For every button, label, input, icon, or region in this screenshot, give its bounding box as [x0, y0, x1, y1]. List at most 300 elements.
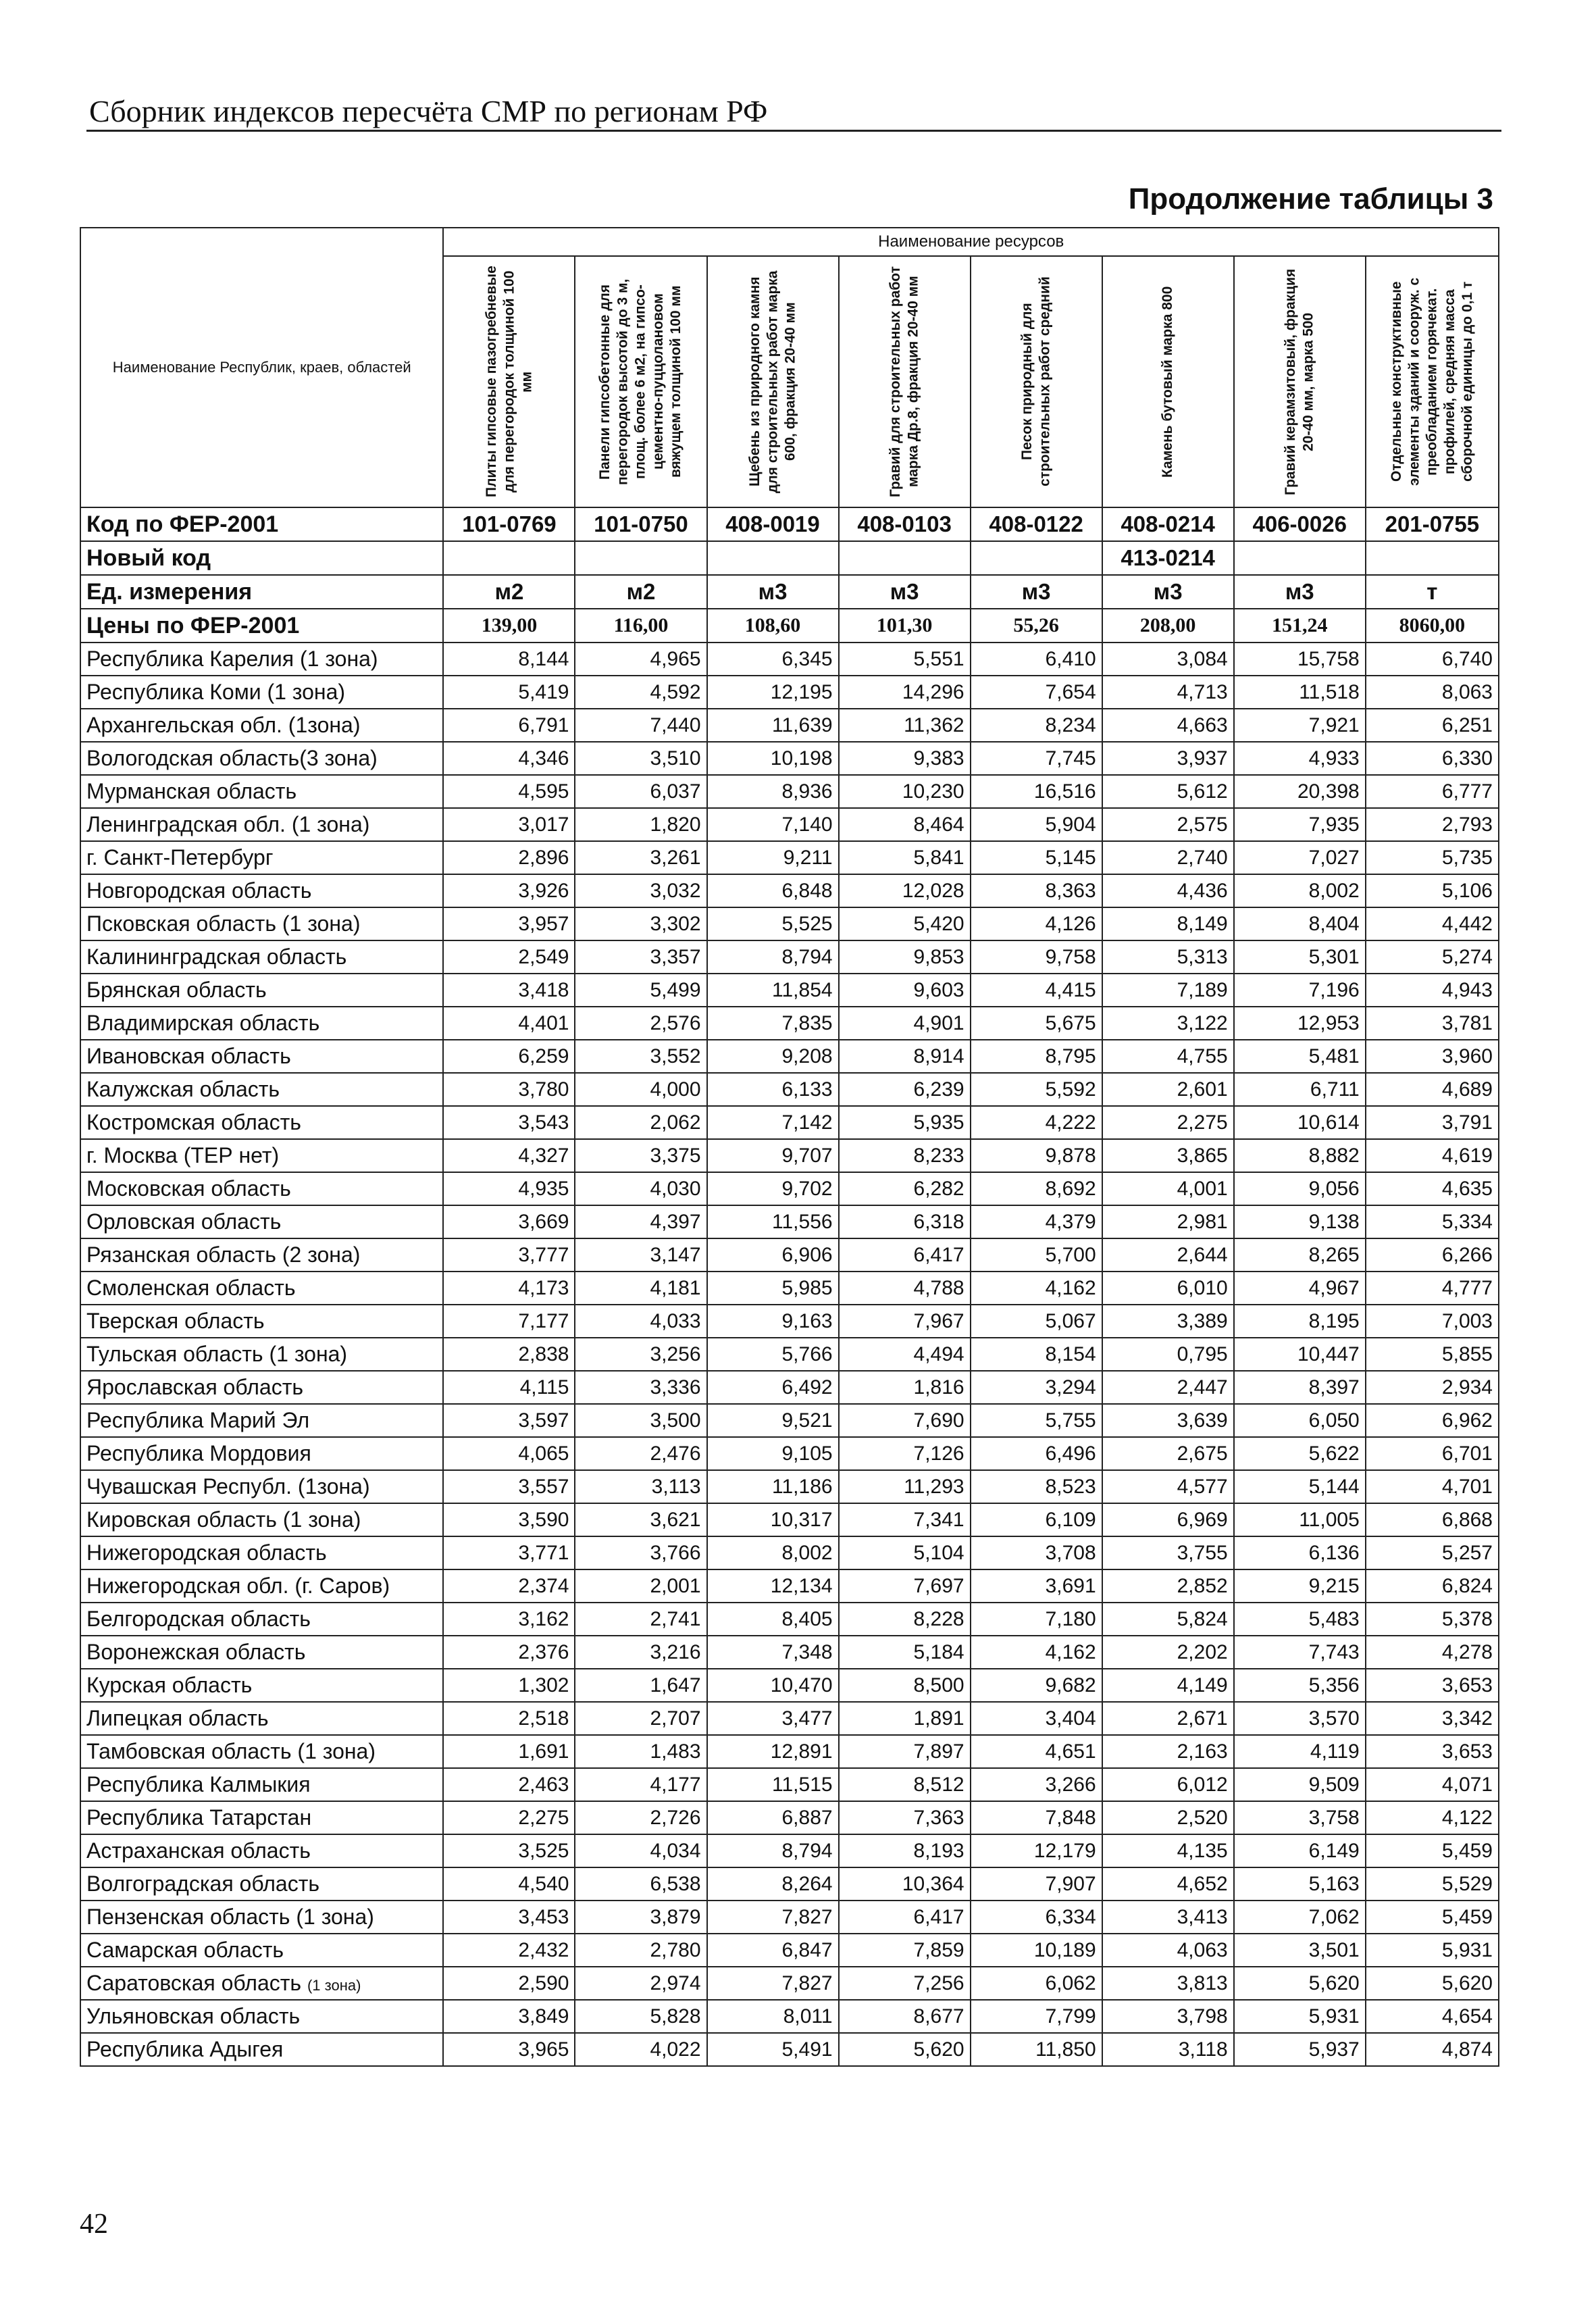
region-name-cell	[80, 1205, 443, 1238]
index-value-cell: 4,379	[971, 1205, 1102, 1238]
index-value-cell: 4,577	[1102, 1470, 1234, 1503]
index-value-cell: 6,847	[707, 1934, 839, 1967]
index-value-cell: 6,251	[1366, 709, 1499, 742]
region-name-cell	[80, 1139, 443, 1172]
index-value-cell: 7,827	[707, 1967, 839, 2000]
index-value-cell: 8,154	[971, 1338, 1102, 1371]
index-value-cell: 9,682	[971, 1669, 1102, 1702]
table-row	[80, 1205, 1499, 1238]
index-value-cell: 5,612	[1102, 775, 1234, 808]
index-value-cell: 6,334	[971, 1901, 1102, 1934]
index-value-cell: 5,274	[1366, 940, 1499, 974]
region-name: Республика Адыгея	[86, 2037, 284, 2061]
table-row	[80, 1735, 1499, 1768]
index-value-cell: 6,318	[839, 1205, 971, 1238]
index-value-cell: 5,313	[1102, 940, 1234, 974]
index-value-cell: 7,897	[839, 1735, 971, 1768]
price-cell: 108,60	[707, 609, 839, 643]
index-value-cell: 2,476	[575, 1437, 706, 1470]
index-value-cell: 7,189	[1102, 974, 1234, 1007]
region-name: Московская область	[86, 1176, 291, 1201]
index-value-cell: 7,126	[839, 1437, 971, 1470]
index-value-cell: 4,874	[1366, 2033, 1499, 2066]
index-value-cell: 7,348	[707, 1636, 839, 1669]
index-value-cell: 6,492	[707, 1371, 839, 1404]
index-value-cell: 12,195	[707, 676, 839, 709]
region-name: Смоленская область	[86, 1276, 296, 1300]
index-value-cell: 6,266	[1366, 1238, 1499, 1272]
index-value-cell: 6,887	[707, 1801, 839, 1834]
index-value-cell: 3,766	[575, 1536, 706, 1569]
table-row	[80, 1867, 1499, 1901]
index-value-cell: 11,362	[839, 709, 971, 742]
index-value-cell: 5,144	[1234, 1470, 1366, 1503]
index-value-cell: 12,953	[1234, 1007, 1366, 1040]
index-value-cell: 6,791	[443, 709, 575, 742]
index-value-cell: 5,525	[707, 907, 839, 940]
index-value-cell: 3,294	[971, 1371, 1102, 1404]
index-value-cell: 5,937	[1234, 2033, 1366, 2066]
index-value-cell: 4,788	[839, 1272, 971, 1305]
index-value-cell: 9,521	[707, 1404, 839, 1437]
region-name-cell	[80, 1272, 443, 1305]
index-value-cell: 3,552	[575, 1040, 706, 1073]
index-value-cell: 5,499	[575, 974, 706, 1007]
index-value-cell: 4,162	[971, 1272, 1102, 1305]
index-value-cell: 2,275	[443, 1801, 575, 1834]
region-name-cell	[80, 1702, 443, 1735]
index-value-cell: 1,820	[575, 808, 706, 841]
index-value-cell: 3,413	[1102, 1901, 1234, 1934]
unit-cell: м3	[1102, 575, 1234, 609]
index-value-cell: 7,848	[971, 1801, 1102, 1834]
table-row	[80, 1371, 1499, 1404]
index-value-cell: 6,050	[1234, 1404, 1366, 1437]
index-value-cell: 5,106	[1366, 874, 1499, 907]
index-value-cell: 8,234	[971, 709, 1102, 742]
index-value-cell: 5,334	[1366, 1205, 1499, 1238]
table-row	[80, 1636, 1499, 1669]
index-value-cell: 11,293	[839, 1470, 971, 1503]
index-value-cell: 7,027	[1234, 841, 1366, 874]
region-name: Тамбовская область (1 зона)	[86, 1739, 376, 1763]
index-value-cell: 4,755	[1102, 1040, 1234, 1073]
index-value-cell: 5,459	[1366, 1834, 1499, 1867]
index-value-cell: 8,914	[839, 1040, 971, 1073]
table-row	[80, 2000, 1499, 2033]
index-value-cell: 9,056	[1234, 1172, 1366, 1205]
table-row	[80, 1437, 1499, 1470]
index-value-cell: 2,432	[443, 1934, 575, 1967]
region-column-header: Наименование Республик, краев, областей	[80, 228, 443, 507]
index-value-cell: 3,798	[1102, 2000, 1234, 2033]
index-value-cell: 3,813	[1102, 1967, 1234, 2000]
index-value-cell: 1,691	[443, 1735, 575, 1768]
index-value-cell: 2,601	[1102, 1073, 1234, 1106]
index-value-cell: 2,520	[1102, 1801, 1234, 1834]
region-name-cell	[80, 1669, 443, 1702]
index-value-cell: 10,230	[839, 775, 971, 808]
index-value-cell: 4,122	[1366, 1801, 1499, 1834]
unit-label: Ед. измерения	[80, 575, 443, 609]
index-value-cell: 5,755	[971, 1404, 1102, 1437]
index-value-cell: 7,690	[839, 1404, 971, 1437]
region-name: Новгородская область	[86, 878, 312, 903]
index-value-cell: 3,336	[575, 1371, 706, 1404]
region-name-cell	[80, 1636, 443, 1669]
index-value-cell: 2,838	[443, 1338, 575, 1371]
index-value-cell: 11,639	[707, 709, 839, 742]
resources-group-header: Наименование ресурсов	[443, 228, 1499, 256]
resource-column-header-text: Отдельные конструктивные элементы зданий и сооруж. с преобладанием горячекат. профилей, средняя масса сборочной единицы до 0,1 т	[1388, 277, 1475, 486]
index-value-cell: 3,418	[443, 974, 575, 1007]
price-cell: 139,00	[443, 609, 575, 643]
region-name-cell	[80, 1536, 443, 1569]
index-value-cell: 3,669	[443, 1205, 575, 1238]
index-value-cell: 11,518	[1234, 676, 1366, 709]
table-row	[80, 1139, 1499, 1172]
fer-code-cell: 408-0019	[707, 507, 839, 541]
index-value-cell: 8,882	[1234, 1139, 1366, 1172]
resource-column-header	[707, 256, 839, 507]
index-value-cell: 8,936	[707, 775, 839, 808]
region-name: Пензенская область (1 зона)	[86, 1905, 374, 1929]
index-value-cell: 2,549	[443, 940, 575, 974]
index-value-cell: 1,891	[839, 1702, 971, 1735]
table-row	[80, 1338, 1499, 1371]
index-value-cell: 3,639	[1102, 1404, 1234, 1437]
index-value-cell: 6,711	[1234, 1073, 1366, 1106]
index-value-cell: 3,937	[1102, 742, 1234, 775]
index-value-cell: 8,677	[839, 2000, 971, 2033]
index-value-cell: 1,483	[575, 1735, 706, 1768]
index-value-cell: 20,398	[1234, 775, 1366, 808]
unit-cell: т	[1366, 575, 1499, 609]
index-value-cell: 5,931	[1366, 1934, 1499, 1967]
price-cell: 151,24	[1234, 609, 1366, 643]
index-value-cell: 7,859	[839, 1934, 971, 1967]
index-value-cell: 4,149	[1102, 1669, 1234, 1702]
fer-code-cell: 408-0103	[839, 507, 971, 541]
index-value-cell: 4,701	[1366, 1470, 1499, 1503]
index-value-cell: 3,590	[443, 1503, 575, 1536]
region-name: Липецкая область	[86, 1706, 269, 1730]
unit-cell: м2	[575, 575, 706, 609]
resource-column-header-text: Щебень из природного камня для строительных работ марка 600, фракция 20-40 мм	[746, 270, 798, 493]
index-value-cell: 5,145	[971, 841, 1102, 874]
index-value-cell: 3,781	[1366, 1007, 1499, 1040]
index-value-cell: 5,622	[1234, 1437, 1366, 1470]
region-name-cell	[80, 1073, 443, 1106]
index-value-cell: 9,163	[707, 1305, 839, 1338]
index-value-cell: 3,791	[1366, 1106, 1499, 1139]
region-name-cell	[80, 1503, 443, 1536]
index-value-cell: 6,239	[839, 1073, 971, 1106]
index-value-cell: 6,969	[1102, 1503, 1234, 1536]
index-value-cell: 2,376	[443, 1636, 575, 1669]
index-value-cell: 7,745	[971, 742, 1102, 775]
region-name: Республика Марий Эл	[86, 1408, 310, 1432]
index-value-cell: 3,357	[575, 940, 706, 974]
index-value-cell: 1,647	[575, 1669, 706, 1702]
index-value-cell: 12,134	[707, 1569, 839, 1603]
price-cell: 116,00	[575, 609, 706, 643]
index-value-cell: 3,653	[1366, 1735, 1499, 1768]
index-value-cell: 7,697	[839, 1569, 971, 1603]
index-value-cell: 2,644	[1102, 1238, 1234, 1272]
region-name: Нижегородская обл. (г. Саров)	[86, 1574, 390, 1598]
region-name-cell	[80, 1040, 443, 1073]
index-value-cell: 2,001	[575, 1569, 706, 1603]
index-value-cell: 5,985	[707, 1272, 839, 1305]
region-name-cell	[80, 1569, 443, 1603]
region-name: Калининградская область	[86, 945, 347, 969]
index-value-cell: 14,296	[839, 676, 971, 709]
index-value-cell: 3,570	[1234, 1702, 1366, 1735]
fer-code-cell: 406-0026	[1234, 507, 1366, 541]
index-value-cell: 6,410	[971, 643, 1102, 676]
index-value-cell: 3,500	[575, 1404, 706, 1437]
index-value-cell: 5,481	[1234, 1040, 1366, 1073]
index-value-cell: 1,302	[443, 1669, 575, 1702]
index-value-cell: 3,708	[971, 1536, 1102, 1569]
region-name-cell	[80, 1801, 443, 1834]
index-value-cell: 3,122	[1102, 1007, 1234, 1040]
index-value-cell: 6,010	[1102, 1272, 1234, 1305]
region-zone-note: (1 зона)	[307, 1977, 361, 1994]
region-name: Рязанская область (2 зона)	[86, 1242, 361, 1267]
index-value-cell: 4,181	[575, 1272, 706, 1305]
region-name-cell	[80, 1437, 443, 1470]
index-value-cell: 4,222	[971, 1106, 1102, 1139]
index-value-cell: 5,620	[1234, 1967, 1366, 2000]
region-name: Орловская область	[86, 1209, 282, 1234]
region-name-cell	[80, 1967, 443, 2000]
region-name: Ивановская область	[86, 1044, 291, 1068]
index-value-cell: 6,906	[707, 1238, 839, 1272]
price-cell: 55,26	[971, 609, 1102, 643]
resource-column-header	[1366, 256, 1499, 507]
index-value-cell: 3,557	[443, 1470, 575, 1503]
index-value-cell: 3,510	[575, 742, 706, 775]
index-value-cell: 6,282	[839, 1172, 971, 1205]
index-value-cell: 4,663	[1102, 709, 1234, 742]
table-row	[80, 1238, 1499, 1272]
index-value-cell: 5,257	[1366, 1536, 1499, 1569]
index-value-cell: 3,525	[443, 1834, 575, 1867]
index-value-cell: 5,356	[1234, 1669, 1366, 1702]
resource-column-header-text: Песок природный для строительных работ средний	[1019, 276, 1053, 487]
index-value-cell: 4,654	[1366, 2000, 1499, 2033]
index-value-cell: 11,515	[707, 1768, 839, 1801]
index-value-cell: 9,211	[707, 841, 839, 874]
new-code-cell: 413-0214	[1102, 541, 1234, 575]
index-value-cell: 4,540	[443, 1867, 575, 1901]
index-value-cell: 9,509	[1234, 1768, 1366, 1801]
index-value-cell: 2,934	[1366, 1371, 1499, 1404]
index-value-cell: 8,397	[1234, 1371, 1366, 1404]
table-row	[80, 643, 1499, 676]
index-value-cell: 3,543	[443, 1106, 575, 1139]
region-name: Кировская область (1 зона)	[86, 1507, 361, 1532]
table-row	[80, 874, 1499, 907]
price-row	[80, 609, 1499, 643]
index-value-cell: 6,962	[1366, 1404, 1499, 1437]
region-name-cell	[80, 1007, 443, 1040]
table-row	[80, 1834, 1499, 1867]
index-value-cell: 8,795	[971, 1040, 1102, 1073]
fer-code-cell: 408-0122	[971, 507, 1102, 541]
region-name: Курская область	[86, 1673, 253, 1697]
index-value-cell: 4,126	[971, 907, 1102, 940]
group-header-row	[80, 228, 1499, 256]
table-row	[80, 1305, 1499, 1338]
index-value-cell: 12,891	[707, 1735, 839, 1768]
table-row	[80, 775, 1499, 808]
index-value-cell: 9,702	[707, 1172, 839, 1205]
index-value-cell: 6,259	[443, 1040, 575, 1073]
region-name: Чувашская Республ. (1зона)	[86, 1474, 370, 1499]
index-value-cell: 4,162	[971, 1636, 1102, 1669]
unit-row	[80, 575, 1499, 609]
region-name: Нижегородская область	[86, 1540, 327, 1565]
index-value-cell: 4,000	[575, 1073, 706, 1106]
index-value-cell: 12,028	[839, 874, 971, 907]
index-value-cell: 7,907	[971, 1867, 1102, 1901]
index-value-cell: 4,943	[1366, 974, 1499, 1007]
region-name: Астраханская область	[86, 1838, 311, 1863]
index-value-cell: 5,904	[971, 808, 1102, 841]
index-value-cell: 4,001	[1102, 1172, 1234, 1205]
index-value-cell: 5,301	[1234, 940, 1366, 974]
index-value-cell: 8,794	[707, 940, 839, 974]
index-value-cell: 6,701	[1366, 1437, 1499, 1470]
new-code-cell	[1366, 541, 1499, 575]
index-value-cell: 3,755	[1102, 1536, 1234, 1569]
new-code-label: Новый код	[80, 541, 443, 575]
index-value-cell: 10,189	[971, 1934, 1102, 1967]
index-value-cell: 7,180	[971, 1603, 1102, 1636]
price-label: Цены по ФЕР-2001	[80, 609, 443, 643]
region-name: Саратовская область	[86, 1971, 302, 1995]
index-value-cell: 2,062	[575, 1106, 706, 1139]
region-name-cell	[80, 808, 443, 841]
index-value-cell: 10,198	[707, 742, 839, 775]
table-row	[80, 1503, 1499, 1536]
region-name-cell	[80, 1934, 443, 1967]
index-value-cell: 9,758	[971, 940, 1102, 974]
region-name-cell	[80, 974, 443, 1007]
table-row	[80, 1669, 1499, 1702]
region-name: Мурманская область	[86, 779, 297, 803]
index-value-cell: 6,740	[1366, 643, 1499, 676]
index-value-cell: 4,494	[839, 1338, 971, 1371]
index-value-cell: 9,383	[839, 742, 971, 775]
index-value-cell: 3,965	[443, 2033, 575, 2066]
index-value-cell: 5,855	[1366, 1338, 1499, 1371]
table-row	[80, 841, 1499, 874]
resource-column-header-text: Панели гипсобетонные для перегородок высотой до 3 м, площ. более 6 м2, на гипсо-цементно-пуццолановом вяжущем толщиной 100 мм	[597, 278, 684, 485]
index-value-cell: 6,824	[1366, 1569, 1499, 1603]
region-name: Вологодская область(3 зона)	[86, 746, 378, 770]
index-value-cell: 5,459	[1366, 1901, 1499, 1934]
region-name-cell	[80, 1106, 443, 1139]
region-name: Республика Татарстан	[86, 1805, 312, 1830]
table-row	[80, 1470, 1499, 1503]
index-value-cell: 6,417	[839, 1901, 971, 1934]
index-value-cell: 4,592	[575, 676, 706, 709]
index-value-cell: 6,062	[971, 1967, 1102, 2000]
index-value-cell: 2,741	[575, 1603, 706, 1636]
index-value-cell: 5,620	[1366, 1967, 1499, 2000]
index-value-cell: 2,896	[443, 841, 575, 874]
index-value-cell: 6,538	[575, 1867, 706, 1901]
index-value-cell: 5,620	[839, 2033, 971, 2066]
region-name: Тверская область	[86, 1309, 265, 1333]
table-row	[80, 1106, 1499, 1139]
index-value-cell: 4,595	[443, 775, 575, 808]
index-value-cell: 4,442	[1366, 907, 1499, 940]
index-value-cell: 5,735	[1366, 841, 1499, 874]
resource-column-header-text: Гравий для строительных работ марка Др.8, фракция 20-40 мм	[887, 266, 921, 497]
region-name-cell	[80, 1371, 443, 1404]
index-value-cell: 0,795	[1102, 1338, 1234, 1371]
index-value-cell: 7,062	[1234, 1901, 1366, 1934]
table-row	[80, 1536, 1499, 1569]
index-value-cell: 3,926	[443, 874, 575, 907]
index-value-cell: 2,974	[575, 1967, 706, 2000]
index-value-cell: 11,854	[707, 974, 839, 1007]
index-value-cell: 7,921	[1234, 709, 1366, 742]
region-name: Калужская область	[86, 1077, 280, 1101]
index-value-cell: 5,935	[839, 1106, 971, 1139]
index-value-cell: 10,470	[707, 1669, 839, 1702]
table-row	[80, 808, 1499, 841]
index-value-cell: 4,063	[1102, 1934, 1234, 1967]
index-value-cell: 8,523	[971, 1470, 1102, 1503]
index-value-cell: 3,084	[1102, 643, 1234, 676]
index-value-cell: 5,592	[971, 1073, 1102, 1106]
region-name: Архангельская обл. (1зона)	[86, 713, 361, 737]
region-name-cell	[80, 874, 443, 907]
region-name: Брянская область	[86, 978, 267, 1002]
index-value-cell: 5,675	[971, 1007, 1102, 1040]
index-value-cell: 8,063	[1366, 676, 1499, 709]
table-row	[80, 1702, 1499, 1735]
index-value-cell: 2,518	[443, 1702, 575, 1735]
index-value-cell: 3,032	[575, 874, 706, 907]
resource-column-header	[575, 256, 706, 507]
index-value-cell: 4,635	[1366, 1172, 1499, 1205]
new-code-cell	[707, 541, 839, 575]
index-value-cell: 3,113	[575, 1470, 706, 1503]
index-value-cell: 2,576	[575, 1007, 706, 1040]
region-name-cell	[80, 742, 443, 775]
index-value-cell: 4,071	[1366, 1768, 1499, 1801]
index-value-cell: 4,065	[443, 1437, 575, 1470]
regional-index-table	[80, 227, 1499, 2067]
index-value-cell: 4,022	[575, 2033, 706, 2066]
region-name-cell	[80, 1404, 443, 1437]
region-name-cell	[80, 775, 443, 808]
index-value-cell: 4,619	[1366, 1139, 1499, 1172]
index-value-cell: 8,144	[443, 643, 575, 676]
index-value-cell: 4,173	[443, 1272, 575, 1305]
region-name: Костромская область	[86, 1110, 301, 1134]
index-value-cell: 7,799	[971, 2000, 1102, 2033]
index-value-cell: 5,104	[839, 1536, 971, 1569]
index-value-cell: 5,551	[839, 643, 971, 676]
